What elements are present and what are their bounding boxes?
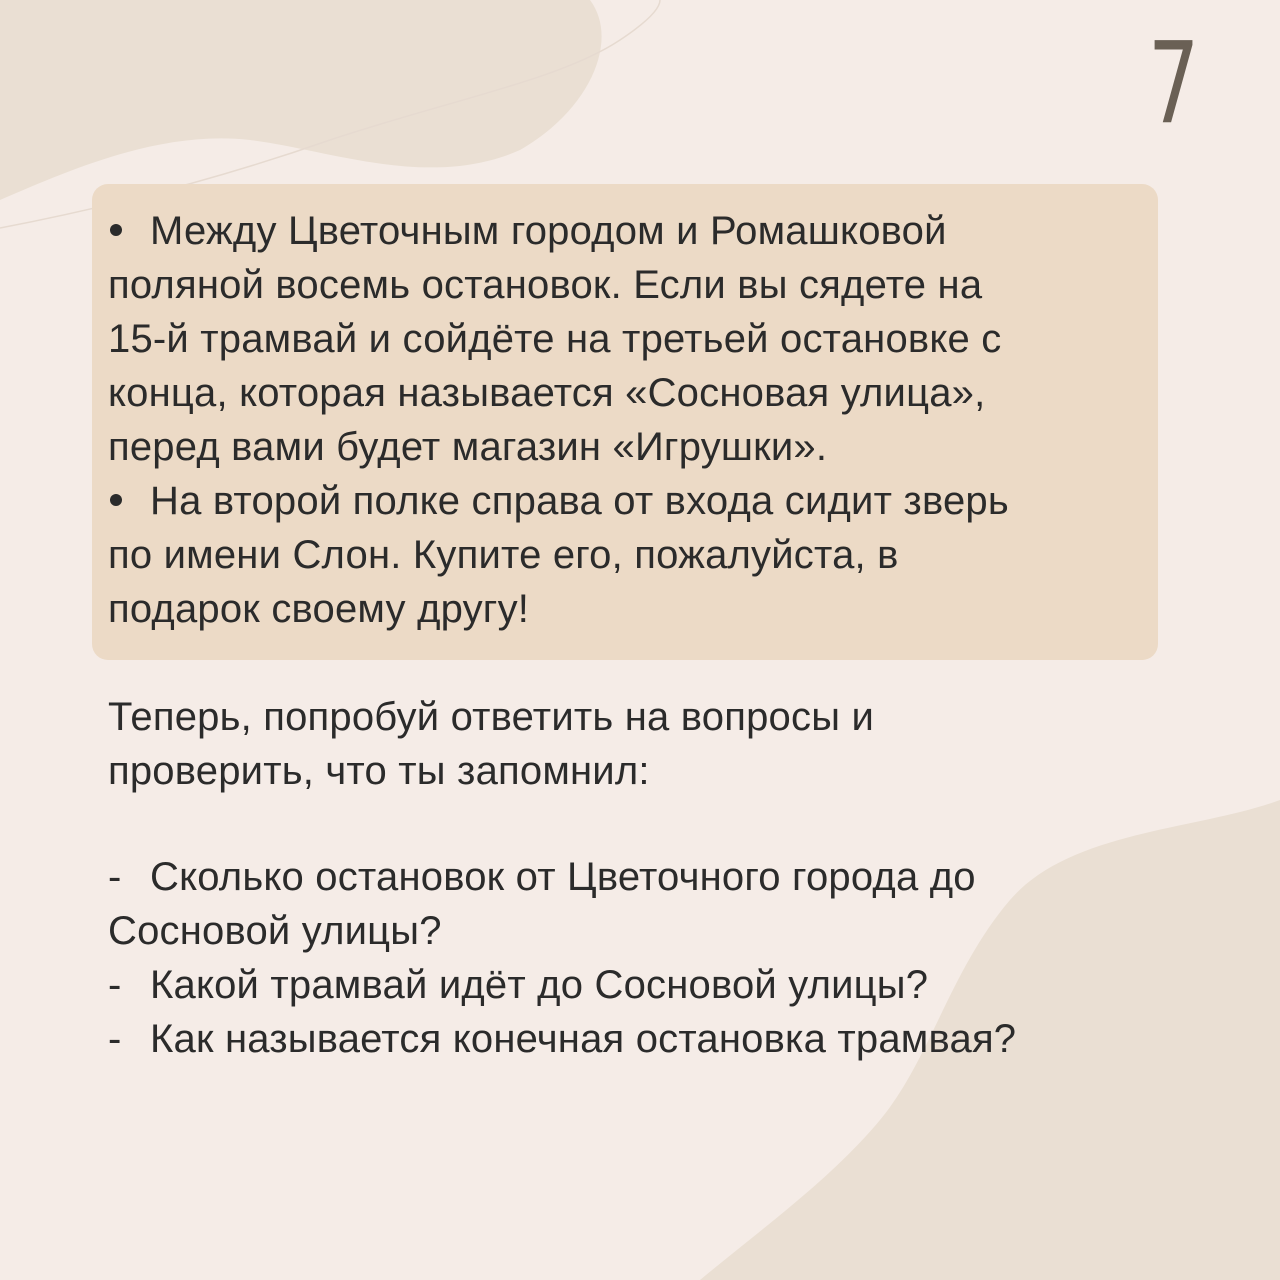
card-paragraph-1-line-4: конца, которая называется «Сосновая улица», [108, 371, 986, 415]
question-1-text-1: Сколько остановок от Цветочного города до [150, 855, 976, 899]
bullet-icon [108, 204, 150, 258]
card-paragraph-2-line-1 [108, 474, 1144, 528]
card-paragraph-1-text-1: Между Цветочным городом и Ромашковой [150, 209, 947, 253]
card-paragraph-2-line-3: подарок своему другу! [108, 587, 530, 631]
intro-line-1: Теперь, попробуй ответить на вопросы и [108, 695, 874, 739]
top-left-blob [0, 0, 602, 200]
card-paragraph-1-line-2: поляной восемь остановок. Если вы сядете на [108, 263, 983, 307]
dash-marker: - [108, 855, 122, 899]
dash-marker: - [108, 1017, 122, 1061]
intro-line-2: проверить, что ты запомнил: [108, 749, 650, 793]
dash-marker: - [108, 963, 122, 1007]
question-2 [108, 958, 1016, 1012]
question-2-text: Какой трамвай идёт до Сосновой улицы? [150, 963, 929, 1007]
questions-list [108, 850, 1016, 1066]
card-paragraph-1-line-1 [108, 204, 1144, 258]
card-paragraph-1-line-5: перед вами будет магазин «Игрушки». [108, 425, 828, 469]
card-paragraph-2-text-1: На второй полке справа от входа сидит зверь [150, 479, 1009, 523]
bullet-icon [108, 474, 150, 528]
page-number: 7 [1148, 19, 1200, 149]
info-card [92, 184, 1158, 660]
card-paragraph-1-line-3: 15-й трамвай и сойдёте на третьей остановке с [108, 317, 1002, 361]
question-3-text: Как называется конечная остановка трамвая? [150, 1017, 1017, 1061]
intro-text [108, 690, 874, 798]
question-1-line-2: Сосновой улицы? [108, 909, 442, 953]
question-3 [108, 1012, 1016, 1066]
question-1-line-1 [108, 850, 1016, 904]
card-paragraph-2-line-2: по имени Слон. Купите его, пожалуйста, в [108, 533, 899, 577]
